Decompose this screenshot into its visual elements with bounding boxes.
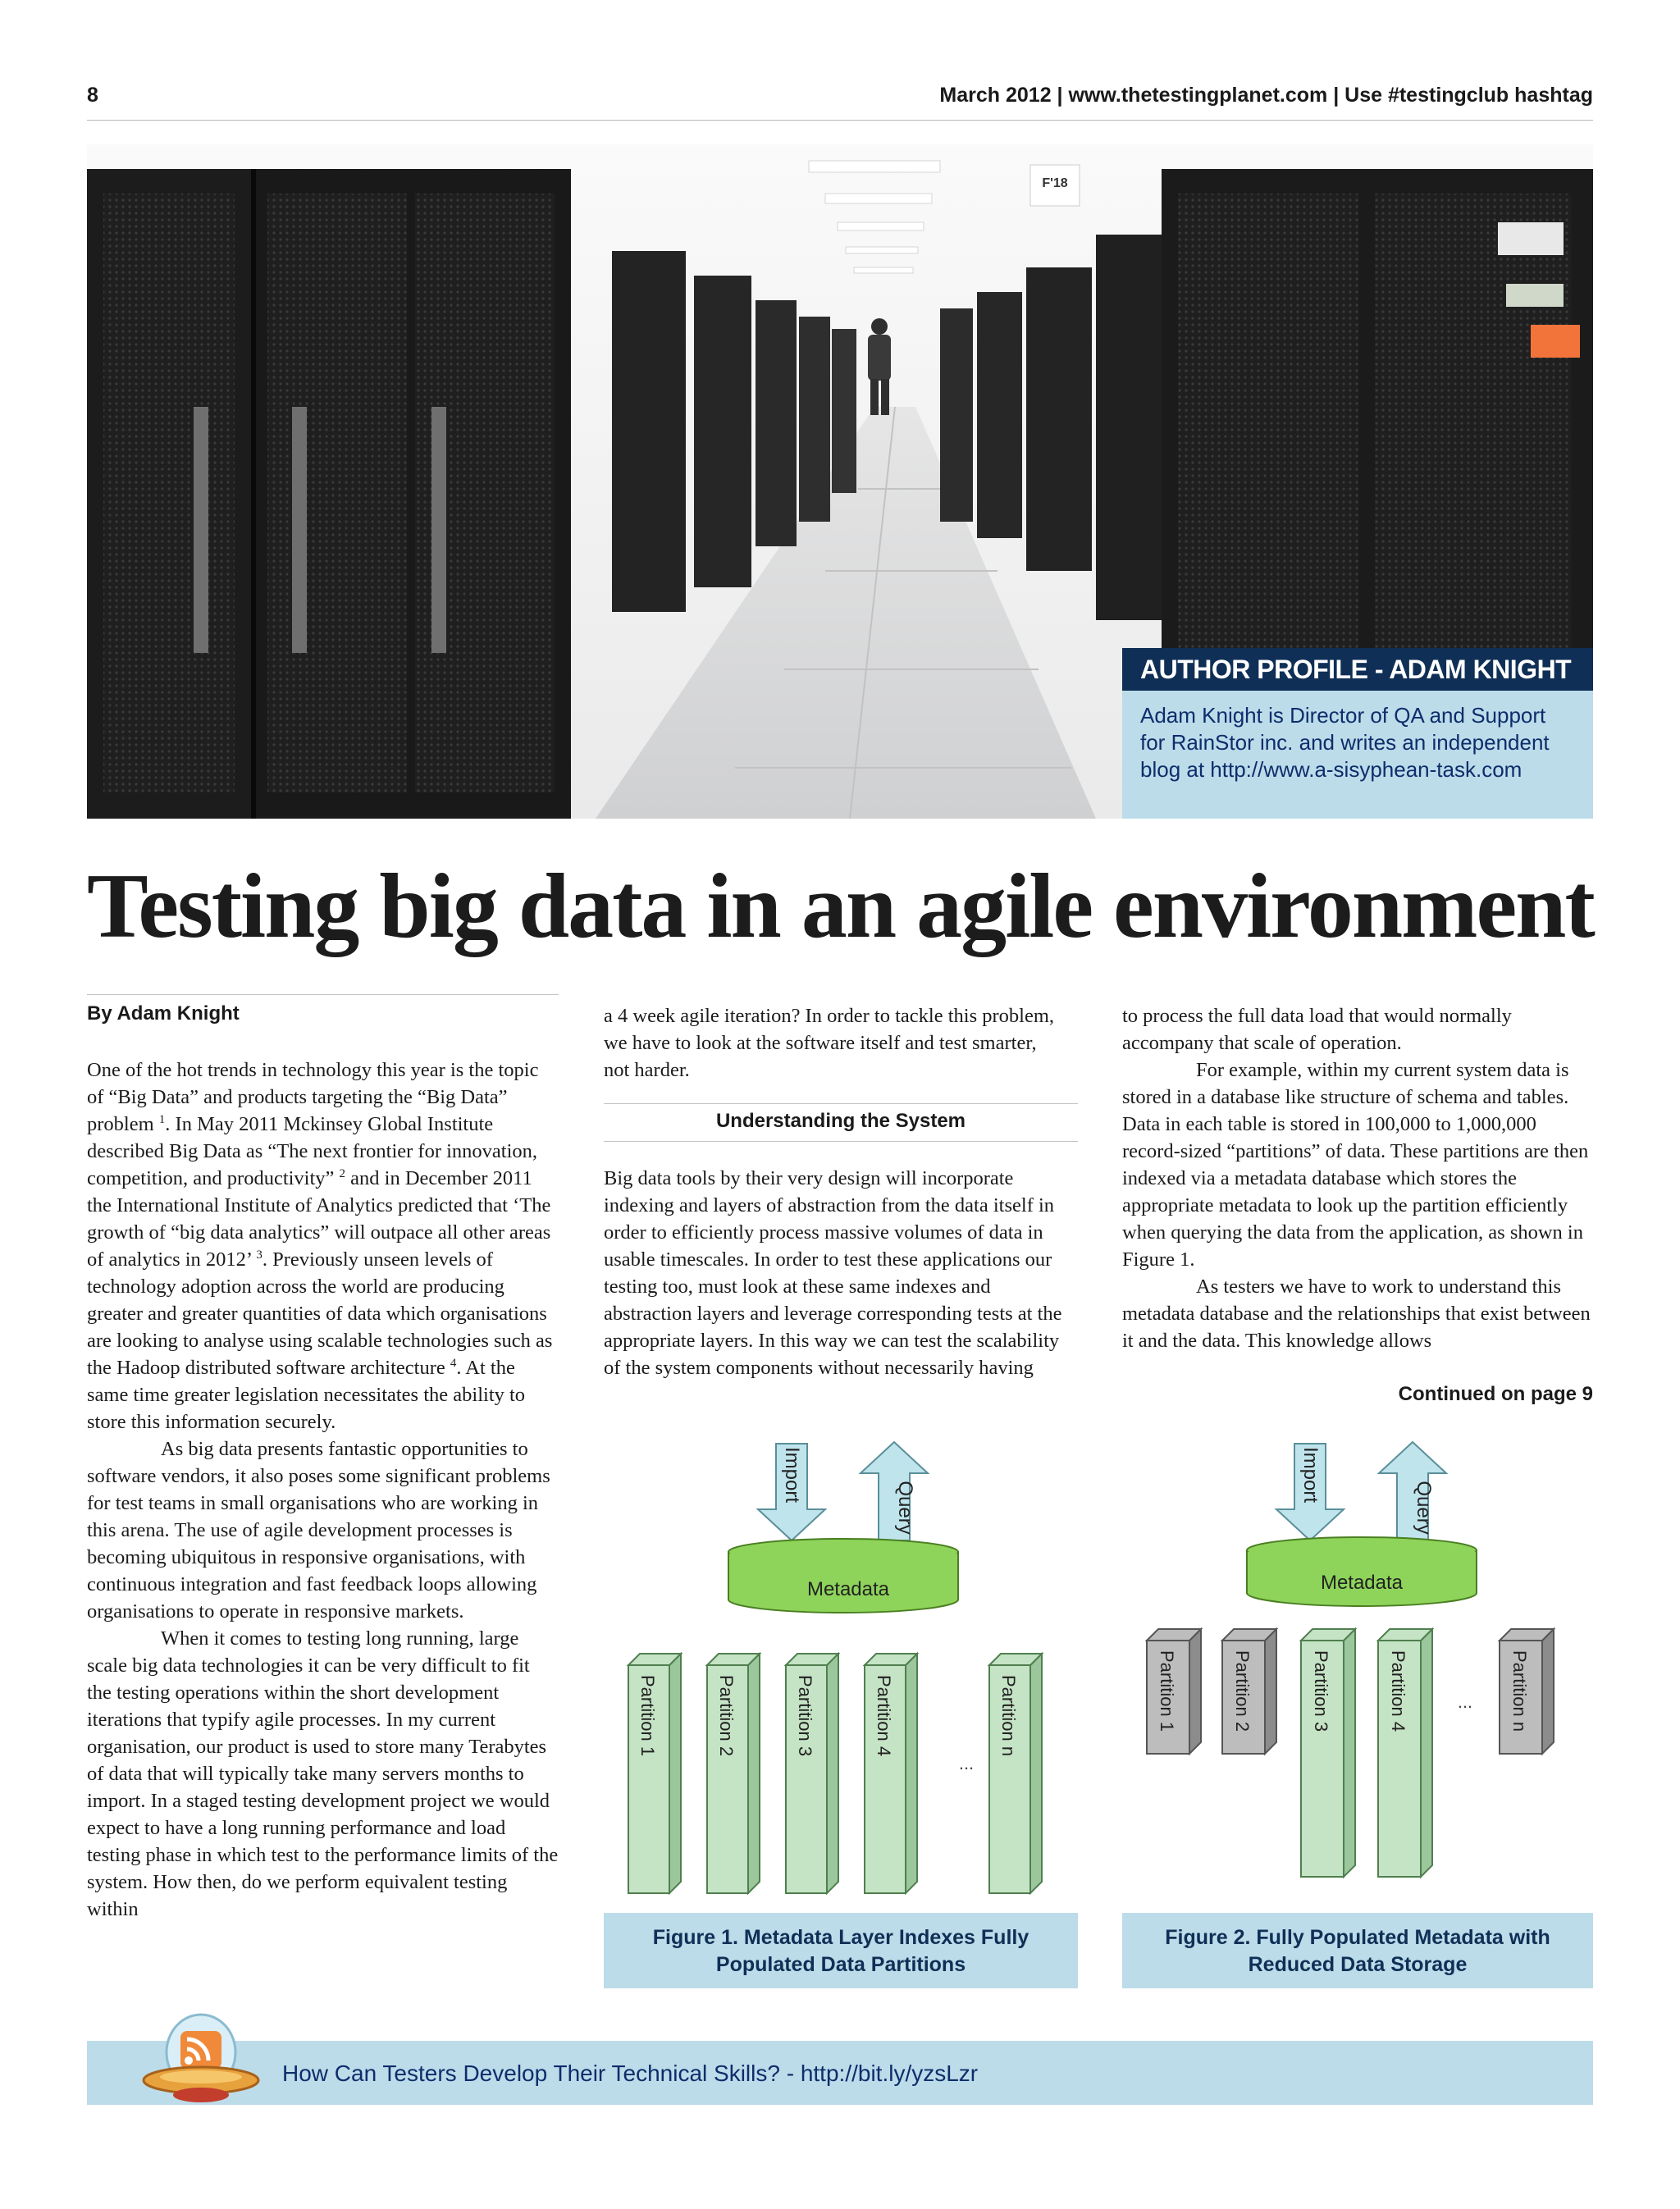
- partition-label: Partition 1: [1157, 1650, 1177, 1732]
- import-label: Import: [781, 1446, 803, 1504]
- author-profile-line: blog at http://www.a-sisyphean-task.com: [1140, 757, 1522, 782]
- partition-group: [1147, 1629, 1554, 1877]
- figure-2-diagram: [1122, 1419, 1593, 1903]
- section-heading: Understanding the System: [715, 1110, 966, 1132]
- aisle-sign: F'18: [1042, 176, 1068, 190]
- partition-5: [1500, 1629, 1554, 1754]
- partition-label: Partition 3: [795, 1675, 815, 1757]
- partition-1: [1147, 1629, 1201, 1754]
- author-profile-text: [1122, 691, 1593, 783]
- byline: By Adam Knight: [87, 1002, 240, 1025]
- query-arrow: [861, 1442, 928, 1540]
- partition-4: [865, 1654, 917, 1893]
- partition-label: Partition n: [1509, 1650, 1530, 1732]
- paragraph: As big data presents fantastic opportunities to software vendors, it also poses some significant problems for test teams in small organisations who are working in this arena. The use of agile development processes is becoming ubiquitous in responsive organisations, with continuous integration and fast feedback loops allowing organisations to operate in responsive markets.: [87, 1438, 550, 1623]
- rss-ufo-icon: [139, 2001, 262, 2108]
- query-label: Query: [894, 1481, 916, 1535]
- partition-label: Partition 2: [1232, 1650, 1253, 1732]
- metadata-label: Metadata: [1320, 1572, 1404, 1594]
- import-arrow: [1276, 1444, 1344, 1540]
- ellipsis-label: ...: [1457, 1691, 1473, 1712]
- page-number: 8: [87, 84, 98, 107]
- partition-group: [628, 1654, 1042, 1893]
- partition-label: Partition 1: [637, 1675, 658, 1757]
- import-arrow: [758, 1444, 825, 1540]
- paragraph: As testers we have to work to understand this metadata database and the relationships that exist between it and the data. This knowledge allows: [1122, 1276, 1591, 1352]
- paragraph: a 4 week agile iteration? In order to tackle this problem, we have to look at the software itself and test smarter, not harder.: [604, 1005, 1055, 1081]
- article-title: Testing big data in an agile environment: [87, 856, 1594, 957]
- partition-2: [707, 1654, 760, 1893]
- column-divider: [87, 994, 559, 995]
- partition-label: Partition 4: [874, 1675, 894, 1757]
- partition-5: [989, 1654, 1042, 1893]
- section-divider: [604, 1103, 1078, 1104]
- partition-label: Partition 2: [716, 1675, 737, 1757]
- paragraph: When it comes to testing long running, large scale big data technologies it can be very difficult to fit the testing operations within the short development iterations that typify agile processes. In my current organisation, our product is used to store many Terabytes of data that will typically take many servers months to import. In a staged testing development project we would expect to have a long running performance and load testing phase in which test to the performance limits of the system. How then, do we perform equivalent testing within: [87, 1627, 559, 1920]
- figure-2-caption: Figure 2. Fully Populated Metadata with Reduced Data Storage: [1122, 1913, 1593, 1988]
- partition-3: [786, 1654, 838, 1893]
- metadata-cylinder: [1247, 1537, 1477, 1606]
- section-divider: [604, 1141, 1078, 1142]
- metadata-cylinder: [728, 1539, 958, 1613]
- figure-1-diagram: [604, 1419, 1078, 1903]
- import-label: Import: [1299, 1446, 1322, 1504]
- article-column-3: [1122, 1002, 1593, 1354]
- figure-1-caption: Figure 1. Metadata Layer Indexes Fully Populated Data Partitions: [604, 1913, 1078, 1988]
- author-profile: [1122, 648, 1593, 819]
- footnote-ref: 4: [450, 1356, 457, 1370]
- partition-label: Partition n: [998, 1675, 1019, 1757]
- query-label: Query: [1413, 1481, 1435, 1535]
- article-column-1: [87, 1057, 559, 1923]
- article-column-2-continued: [604, 1165, 1080, 1381]
- author-profile-line: Adam Knight is Director of QA and Support: [1140, 703, 1546, 728]
- article-column-2: [604, 1002, 1065, 1084]
- partition-2: [1222, 1629, 1276, 1754]
- partition-3: [1301, 1629, 1355, 1877]
- partition-4: [1378, 1629, 1432, 1877]
- partition-1: [628, 1654, 681, 1893]
- partition-label: Partition 4: [1388, 1650, 1408, 1732]
- paragraph: One of the hot trends in technology this year is the topic of “Big Data” and products targeting the “Big Data” problem $^1$. In May 2011 Mckinsey Global Institute described Big Data as “The next frontier for innovation, competition, and productivity” $^2$ and in December 2011 the International Institute of Analytics predicted that ‘The growth of “big data analytics” will outpace all other areas of analytics in 2012’ $^3$. Previously unseen levels of technology adoption across the world are producing greater and greater quantities of data which organisations are looking to analyse using scalable technologies such as the Hadoop distributed software architecture $^4$. At the same time greater legislation necessitates the ability to store this information securely.: [87, 1059, 553, 1433]
- continued-notice: Continued on page 9: [1398, 1383, 1593, 1405]
- paragraph: For example, within my current system data is stored in a database like structure of schema and tables. Data in each table is stored in 100,000 to 1,000,000 record-sized “partitions” of data. These partitions are then indexed via a metadata database which stores the appropriate metadata to look up the partition efficiently when querying the data from the application, as shown in Figure 1.: [1122, 1059, 1589, 1271]
- paragraph: Big data tools by their very design will incorporate indexing and layers of abstraction from the data itself in order to efficiently process massive volumes of data in usable timescales. In order to test these applications our testing too, must look at these same indexes and abstraction layers and leverage corresponding tests at the appropriate layers. In this way we can test the scalability of the system components without necessarily having: [604, 1167, 1062, 1379]
- footer-link-text[interactable]: How Can Testers Develop Their Technical Skills? - http://bit.ly/yzsLzr: [282, 2061, 979, 2086]
- ellipsis-label: ...: [958, 1753, 975, 1773]
- header-info: March 2012 | www.thetestingplanet.com | Use #testingclub hashtag: [939, 84, 1593, 107]
- query-arrow: [1379, 1442, 1446, 1540]
- paragraph: to process the full data load that would normally accompany that scale of operation.: [1122, 1005, 1512, 1054]
- header-divider: [87, 120, 1593, 121]
- author-profile-line: for RainStor inc. and writes an independent: [1140, 730, 1550, 755]
- partition-label: Partition 3: [1311, 1650, 1331, 1732]
- footnote-ref: 3: [256, 1248, 262, 1262]
- metadata-label: Metadata: [806, 1578, 890, 1600]
- author-profile-heading: AUTHOR PROFILE - ADAM KNIGHT: [1122, 648, 1593, 691]
- footnote-ref: 2: [339, 1166, 346, 1180]
- footnote-ref: 1: [158, 1112, 166, 1126]
